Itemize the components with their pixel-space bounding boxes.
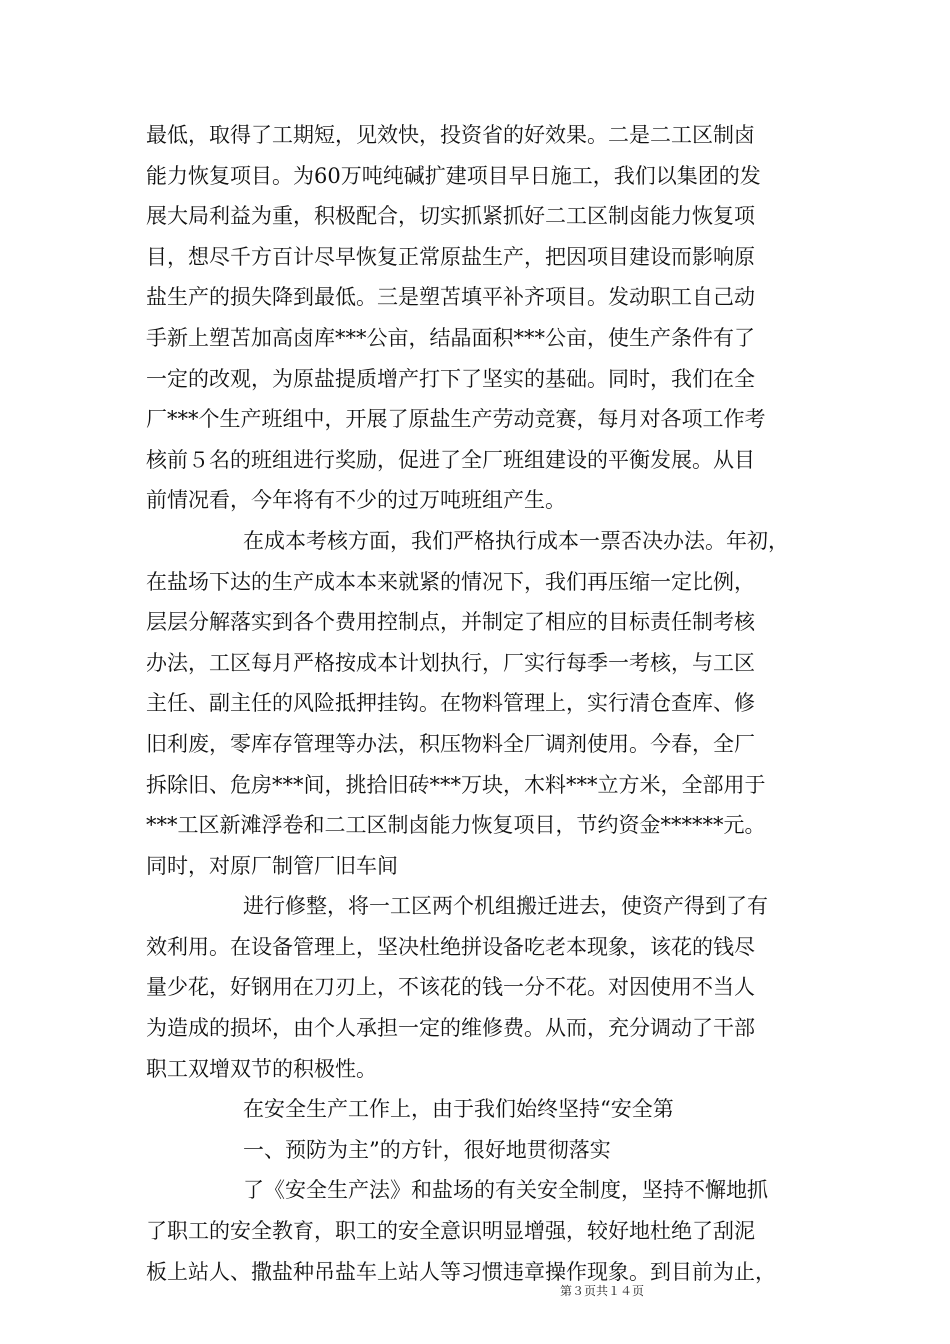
text-line: 进行修整，将一工区两个机组搬迁进去，使资产得到了有 [243, 894, 768, 919]
text-line: 手新上塑苫加高卤库***公亩，结晶面积***公亩，使生产条件有了 [146, 325, 755, 350]
text-line: 展大局利益为重，积极配合，切实抓紧抓好二工区制卤能力恢复项 [146, 204, 755, 229]
text-line: 了职工的安全教育，职工的安全意识明显增强，较好地杜绝了刮泥 [146, 1219, 755, 1244]
text-line: 前情况看，今年将有不少的过万吨班组产生。 [146, 488, 566, 513]
text-line: 最低，取得了工期短，见效快，投资省的好效果。二是二工区制卤 [146, 123, 755, 147]
text-line: 同时，对原厂制管厂旧车间 [146, 853, 398, 878]
text-line: 在盐场下达的生产成本本来就紧的情况下，我们再压缩一定比例， [146, 569, 755, 594]
text-line: 拆除旧、危房***间，挑拾旧砖***万块，木料***立方米，全部用于 [146, 772, 766, 797]
text-line: 目，想尽千方百计尽早恢复正常原盐生产，把因项目建设而影响原 [146, 244, 755, 269]
text-line: 一定的改观，为原盐提质增产打下了坚实的基础。同时，我们在全 [146, 366, 755, 391]
text-line: 能力恢复项目。为60万吨纯碱扩建项目早日施工，我们以集团的发 [146, 163, 761, 188]
text-line: 了《安全生产法》和盐场的有关安全制度，坚持不懈地抓 [243, 1178, 768, 1203]
text-line: 主任、副主任的风险抵押挂钩。在物料管理上，实行清仓查库、修 [146, 691, 755, 716]
text-line: 层层分解落实到各个费用控制点，并制定了相应的目标责任制考核 [146, 610, 755, 635]
page-number: 第３页共１４页 [560, 1284, 645, 1298]
document-body [146, 115, 822, 1292]
text-line: 在成本考核方面，我们严格执行成本一票否决办法。年初， [243, 528, 789, 553]
text-line: 为造成的损坏，由个人承担一定的维修费。从而，充分调动了干部 [146, 1016, 755, 1041]
text-line: 量少花，好钢用在刀刃上，不该花的钱一分不花。对因使用不当人 [146, 975, 755, 1000]
text-line: ***工区新滩浮卷和二工区制卤能力恢复项目，节约资金******元。 [146, 813, 766, 838]
text-line: 在安全生产工作上，由于我们始终坚持“安全第 [243, 1097, 674, 1122]
text-line: 办法，工区每月严格按成本计划执行，厂实行每季一考核，与工区 [146, 650, 755, 675]
text-line: 效利用。在设备管理上，坚决杜绝拼设备吃老本现象，该花的钱尽 [146, 934, 755, 959]
text-line: 旧利废，零库存管理等办法，积压物料全厂调剂使用。今春，全厂 [146, 731, 755, 756]
text-line: 职工双增双节的积极性。 [146, 1056, 377, 1081]
text-line: 一、预防为主”的方针，很好地贯彻落实 [243, 1137, 611, 1162]
text-line: 板上站人、撒盐种吊盐车上站人等习惯违章操作现象。到目前为止， [146, 1259, 776, 1284]
text-line: 核前５名的班组进行奖励，促进了全厂班组建设的平衡发展。从目 [146, 447, 755, 472]
text-line: 厂***个生产班组中，开展了原盐生产劳动竞赛，每月对各项工作考 [146, 407, 766, 432]
text-line: 盐生产的损失降到最低。三是塑苫填平补齐项目。发动职工自己动 [146, 285, 755, 310]
